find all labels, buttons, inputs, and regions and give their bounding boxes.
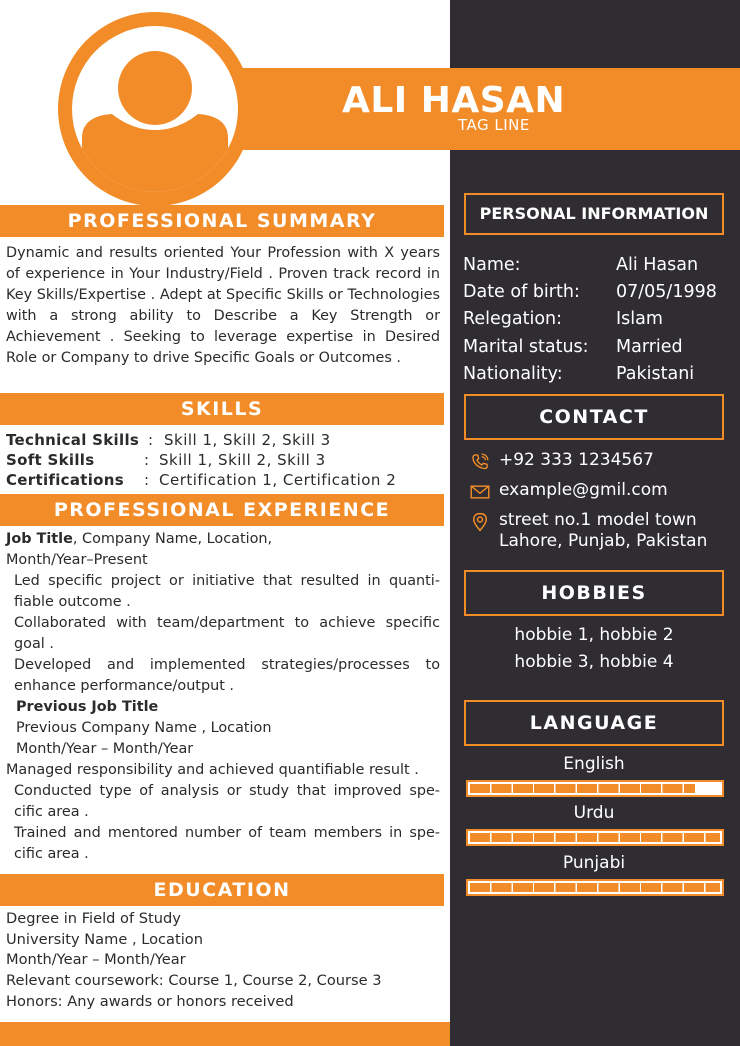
job-bullet: Conducted type of analysis or study that improved spe-cific area . [14, 783, 440, 820]
language-bar-punjabi [466, 879, 724, 896]
personal-label: Marital status: [463, 336, 589, 357]
language-name-urdu: Urdu [573, 803, 615, 823]
contact-phone-row [468, 450, 736, 471]
previous-job-dates: Month/Year – Month/Year [16, 741, 194, 757]
education-degree: Degree in Field of Study [6, 910, 181, 927]
job-bullet: Collaborated with team/department to achieve specific goal . [14, 615, 440, 652]
experience-list [6, 529, 440, 865]
contact-list [468, 450, 736, 561]
experience-heading: PROFESSIONAL EXPERIENCE [0, 494, 444, 526]
job-bullet: Trained and mentored number of team members in spe-cific area . [14, 825, 440, 862]
personal-value: Married [616, 336, 683, 357]
language-name-english: English [563, 754, 625, 774]
previous-job-company: Previous Company Name , Location [16, 720, 272, 736]
summary-heading: PROFESSIONAL SUMMARY [0, 205, 444, 237]
skill-row-soft [6, 450, 446, 470]
skills-heading: SKILLS [0, 393, 444, 425]
contact-address-line1: street no.1 model town [499, 510, 697, 530]
education-coursework: Relevant coursework: Course 1, Course 2, Course 3 [6, 972, 382, 990]
hobbies-list [464, 622, 724, 676]
language-level-urdu [470, 833, 720, 842]
contact-heading: CONTACT [464, 394, 724, 440]
job-company-location: , Company Name, Location, [72, 531, 273, 547]
avatar [72, 26, 238, 192]
personal-row-nationality [463, 361, 733, 388]
skill-separator: : [144, 451, 150, 469]
tagline: TAG LINE [458, 116, 530, 134]
job-title: Job Title [6, 531, 73, 547]
hobbies-line: hobbie 3, hobbie 4 [514, 652, 674, 672]
footer-bar [0, 1022, 450, 1046]
personal-row-religion [463, 306, 733, 333]
personal-row-dob [463, 279, 733, 306]
skill-row-technical [6, 430, 446, 450]
education-heading: EDUCATION [0, 874, 444, 906]
personal-value: Pakistani [616, 363, 695, 384]
language-name-punjabi: Punjabi [562, 853, 626, 873]
summary-text: Dynamic and results oriented Your Profession with X years of experience in Your Industry/Field . Proven track record in Key Skills/Expertise . Adept at Specific Skills or Technologies with a strong ability to Describe a Key Strength or Achievement . Seeking to leverage expertise in Desired Role or Company to drive Specific Goals or Outcomes . [6, 245, 440, 366]
skill-separator: : [144, 471, 150, 489]
personal-info-heading: PERSONAL INFORMATION [464, 193, 724, 235]
language-level-punjabi [470, 883, 720, 892]
job-header [6, 529, 440, 550]
contact-address-line2: Lahore, Punjab, Pakistan [499, 531, 708, 551]
personal-row-name [463, 252, 733, 279]
skill-label: Soft Skills [6, 451, 95, 469]
education-dates: Month/Year – Month/Year [6, 951, 186, 969]
job-dates: Month/Year–Present [6, 552, 148, 568]
previous-job-title: Previous Job Title [16, 699, 159, 715]
personal-label: Date of birth: [463, 282, 580, 303]
language-heading: LANGUAGE [464, 700, 724, 746]
hobbies-line: hobbie 1, hobbie 2 [514, 625, 674, 645]
language-bar-urdu [466, 829, 724, 846]
skills-list [6, 430, 446, 490]
skill-value: Skill 1, Skill 2, Skill 3 [164, 431, 331, 449]
phone-icon [470, 452, 490, 472]
skill-separator: : [148, 431, 154, 449]
contact-email[interactable]: example@gmil.com [499, 480, 668, 500]
personal-label: Name: [463, 255, 521, 275]
personal-value: Islam [616, 309, 663, 330]
contact-phone[interactable]: +92 333 1234567 [499, 450, 654, 470]
personal-label: Relegation: [463, 309, 563, 330]
skill-label: Technical Skills [6, 431, 140, 449]
contact-email-row [468, 480, 736, 501]
education-university: University Name , Location [6, 930, 203, 948]
education-honors: Honors: Any awards or honors received [6, 992, 294, 1010]
contact-address-row [468, 510, 736, 552]
personal-value: 07/05/1998 [616, 282, 717, 303]
job-bullet: Managed responsibility and achieved quantifiable result . [6, 762, 419, 778]
language-bar-english [466, 780, 724, 797]
job-bullet: Led specific project or initiative that resulted in quanti-fiable outcome . [14, 573, 440, 610]
language-level-english [470, 784, 695, 793]
skill-value: Certification 1, Certification 2 [159, 471, 397, 489]
education-list [6, 909, 440, 1013]
hobbies-heading: HOBBIES [464, 570, 724, 616]
user-silhouette-icon [72, 26, 238, 192]
personal-label: Nationality: [463, 363, 563, 384]
job-bullet: Developed and implemented strategies/processes to enhance performance/output . [14, 657, 440, 694]
envelope-icon [470, 482, 490, 502]
personal-value: Ali Hasan [616, 255, 699, 275]
personal-row-marital [463, 334, 733, 361]
candidate-name: ALI HASAN [342, 80, 566, 121]
skill-value: Skill 1, Skill 2, Skill 3 [159, 451, 326, 469]
personal-info-list [463, 252, 733, 388]
skill-row-certifications [6, 470, 446, 490]
location-pin-icon [470, 512, 490, 532]
skill-label: Certifications [6, 471, 124, 489]
